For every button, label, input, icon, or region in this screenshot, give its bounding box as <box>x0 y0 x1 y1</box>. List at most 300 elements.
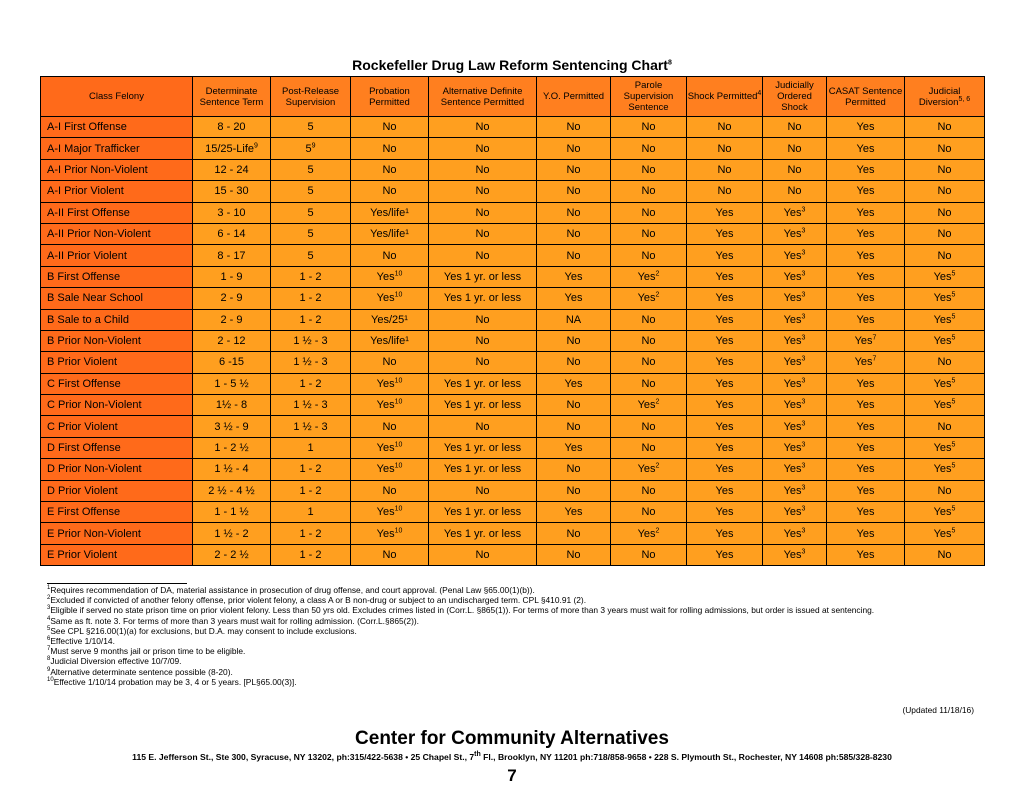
row-label: E Prior Non-Violent <box>41 523 193 544</box>
table-row <box>41 159 985 180</box>
footnote-ref: 3 <box>801 377 806 385</box>
table-cell: 1 - 2 <box>271 288 351 309</box>
footnote-ref: 10 <box>394 377 403 385</box>
table-cell: No <box>611 352 687 373</box>
table-cell: No <box>611 159 687 180</box>
table-cell: No <box>429 480 537 501</box>
table-cell: 1 - 2 <box>271 373 351 394</box>
footnote-ref: 9 <box>254 141 258 149</box>
table-cell: No <box>611 544 687 565</box>
footnote: $^7$Must serve 9 months jail or prison time to be eligible. <box>47 646 246 657</box>
table-cell: Yes <box>687 266 763 287</box>
column-header: Parole Supervision Sentence <box>611 77 687 117</box>
footnote-ref: 10 <box>394 505 403 513</box>
table-cell: Yes <box>537 373 611 394</box>
table-cell: No <box>429 223 537 244</box>
table-cell: 1 ½ - 3 <box>271 330 351 351</box>
table-cell: 3 ½ - 9 <box>193 416 271 437</box>
footnote-ref: 2 <box>655 291 660 299</box>
table-cell: 1 - 2 <box>271 523 351 544</box>
table-cell: No <box>351 159 429 180</box>
table-cell: Yes$^3$ <box>763 309 827 330</box>
row-label: B Prior Violent <box>41 352 193 373</box>
table-cell: Yes$^3$ <box>763 288 827 309</box>
table-cell: Yes$^7$ <box>827 352 905 373</box>
footnote-ref: 3 <box>801 270 806 278</box>
table-cell: Yes 1 yr. or less <box>429 437 537 458</box>
table-cell: No <box>763 138 827 159</box>
table-cell: No <box>537 352 611 373</box>
table-row <box>41 502 985 523</box>
table-cell: No <box>611 330 687 351</box>
table-cell: $5^9$ <box>271 138 351 159</box>
table-cell: Yes <box>827 437 905 458</box>
row-label: A-II First Offense <box>41 202 193 223</box>
table-cell: Yes$^3$ <box>763 330 827 351</box>
footnote-ref: 2 <box>655 526 660 534</box>
table-cell: Yes$^3$ <box>763 223 827 244</box>
footnote-ref: 3 <box>801 334 806 342</box>
table-cell: 6 - 14 <box>193 223 271 244</box>
table-cell: Yes$^3$ <box>763 373 827 394</box>
table-cell: No <box>687 159 763 180</box>
footnote-ref: 3 <box>801 313 806 321</box>
footnote-ref: 9 <box>311 141 316 149</box>
footnote-ref: 10 <box>394 462 403 470</box>
table-cell: Yes$^3$ <box>763 266 827 287</box>
table-cell: 1 - 2 <box>271 480 351 501</box>
table-cell: 1 - 2 <box>271 266 351 287</box>
footnote-ref: 3 <box>801 206 806 214</box>
table-cell: Yes <box>827 138 905 159</box>
table-row <box>41 437 985 458</box>
table-row <box>41 416 985 437</box>
table-cell: 1½ - 8 <box>193 395 271 416</box>
row-label: E First Offense <box>41 502 193 523</box>
table-cell: Yes$^5$ <box>905 395 985 416</box>
table-cell: 12 - 24 <box>193 159 271 180</box>
table-cell: Yes$^5$ <box>905 288 985 309</box>
table-cell: No <box>611 416 687 437</box>
table-cell: 1 - 2 <box>271 544 351 565</box>
table-cell: No <box>905 416 985 437</box>
table-cell: 1 - 2 <box>271 309 351 330</box>
table-row <box>41 202 985 223</box>
table-cell: Yes$^3$ <box>763 245 827 266</box>
column-header: Post-Release Supervision <box>271 77 351 117</box>
table-cell: Yes$^5$ <box>905 502 985 523</box>
table-cell: Yes <box>827 502 905 523</box>
table-cell: No <box>537 159 611 180</box>
column-header: Shock Permitted$^4$ <box>687 77 763 117</box>
row-label: A-II Prior Non-Violent <box>41 223 193 244</box>
table-cell: Yes$^2$ <box>611 288 687 309</box>
table-row <box>41 181 985 202</box>
table-cell: No <box>429 117 537 138</box>
table-cell: Yes$^3$ <box>763 523 827 544</box>
footnote-ref: 5 <box>951 441 956 449</box>
table-cell: No <box>537 181 611 202</box>
table-cell: Yes$^7$ <box>827 330 905 351</box>
table-cell: Yes$^3$ <box>763 202 827 223</box>
table-cell: Yes$^{10}$ <box>351 373 429 394</box>
table-cell: 5 <box>271 181 351 202</box>
table-cell: No <box>351 416 429 437</box>
table-cell: No <box>351 245 429 266</box>
table-cell: No <box>351 138 429 159</box>
table-row <box>41 373 985 394</box>
table-cell: 1 <box>271 437 351 458</box>
table-cell: No <box>905 159 985 180</box>
footnote-ref: 10 <box>394 526 403 534</box>
table-cell: Yes 1 yr. or less <box>429 459 537 480</box>
table-cell: 5 <box>271 159 351 180</box>
table-cell: Yes$^2$ <box>611 266 687 287</box>
table-row <box>41 395 985 416</box>
footnote-ref: 3 <box>801 398 806 406</box>
row-label: D Prior Violent <box>41 480 193 501</box>
table-cell: Yes <box>687 330 763 351</box>
table-cell: Yes <box>827 181 905 202</box>
table-cell: Yes <box>827 288 905 309</box>
table-cell: Yes <box>827 480 905 501</box>
column-header: Alternative Definite Sentence Permitted <box>429 77 537 117</box>
table-cell: No <box>429 138 537 159</box>
table-cell: 1 ½ - 3 <box>271 395 351 416</box>
table-cell: 1 - 2 <box>271 459 351 480</box>
footnote-ref: 5 <box>951 334 956 342</box>
table-cell: 1 <box>271 502 351 523</box>
footnote: $^6$Effective 1/10/14. <box>47 636 115 647</box>
table-cell: No <box>763 181 827 202</box>
table-row <box>41 459 985 480</box>
table-cell: No <box>537 202 611 223</box>
table-cell: No <box>429 202 537 223</box>
table-cell: Yes 1 yr. or less <box>429 288 537 309</box>
table-cell: 1 ½ - 2 <box>193 523 271 544</box>
organization-name: Center for Community Alternatives <box>355 728 669 749</box>
table-cell: Yes <box>827 416 905 437</box>
footnote-ref: 2 <box>655 462 660 470</box>
footnote-ref: 3 <box>801 548 806 556</box>
table-cell: Yes <box>687 202 763 223</box>
table-cell: No <box>429 159 537 180</box>
table-cell: Yes 1 yr. or less <box>429 266 537 287</box>
row-label: C First Offense <box>41 373 193 394</box>
table-cell: Yes$^5$ <box>905 330 985 351</box>
table-cell: Yes/25¹ <box>351 309 429 330</box>
table-cell: Yes$^{10}$ <box>351 459 429 480</box>
table-cell: Yes <box>827 459 905 480</box>
table-cell: No <box>537 245 611 266</box>
footnote: $^1$Requires recommendation of DA, material assistance in prosecution of drug offense, and court approval. (Penal Law §65.00(1)(b)). <box>47 585 535 595</box>
table-cell: 8 - 20 <box>193 117 271 138</box>
row-label: D Prior Non-Violent <box>41 459 193 480</box>
table-cell: 5 <box>271 202 351 223</box>
table-cell: No <box>611 373 687 394</box>
table-cell: No <box>351 544 429 565</box>
table-cell: 8 - 17 <box>193 245 271 266</box>
row-label: E Prior Violent <box>41 544 193 565</box>
page-number: 7 <box>507 766 517 785</box>
table-cell: Yes$^5$ <box>905 523 985 544</box>
table-cell: Yes <box>827 373 905 394</box>
table-cell: Yes$^{10}$ <box>351 437 429 458</box>
table-cell: Yes <box>537 266 611 287</box>
table-cell: Yes$^3$ <box>763 416 827 437</box>
table-cell: No <box>537 117 611 138</box>
chart-title: Rockefeller Drug Law Reform Sentencing Chart$^8$ <box>352 57 672 73</box>
footnote-ref: 3 <box>801 420 806 427</box>
table-cell: Yes <box>537 437 611 458</box>
table-cell: Yes$^{10}$ <box>351 266 429 287</box>
table-cell: No <box>687 117 763 138</box>
footnote: $^9$Alternative determinate sentence possible (8-20). <box>47 666 233 677</box>
row-label: B First Offense <box>41 266 193 287</box>
footnote-ref: 3 <box>801 462 806 470</box>
footnote-ref: 3 <box>801 526 806 534</box>
table-cell: No <box>611 138 687 159</box>
footnote: $^3$Eligible if served no state prison time on prior violent felony. Less than 50 yrs old. Excludes crimes listed in (Corr.L. §865(1)). For terms of more than 3 years must wait for rolling admissions, but order is issued at sentencing. <box>47 605 875 616</box>
table-cell: No <box>351 117 429 138</box>
table-cell: No <box>351 352 429 373</box>
footnotes <box>47 583 987 687</box>
table-cell: No <box>905 245 985 266</box>
table-cell: No <box>537 523 611 544</box>
column-header: CASAT Sentence Permitted <box>827 77 905 117</box>
row-label: A-I Major Trafficker <box>41 138 193 159</box>
table-cell: 5 <box>271 117 351 138</box>
table-cell: No <box>429 352 537 373</box>
footnote-ref: 5 <box>951 291 956 299</box>
table-row <box>41 309 985 330</box>
table-cell: No <box>687 181 763 202</box>
table-cell: Yes <box>537 288 611 309</box>
table-cell: Yes <box>687 459 763 480</box>
footnote-ref: 2 <box>655 398 660 406</box>
row-label: B Sale Near School <box>41 288 193 309</box>
footnote: $^8$Judicial Diversion effective 10/7/09. <box>47 656 182 667</box>
header-row <box>41 77 985 117</box>
table-cell: No <box>763 117 827 138</box>
table-cell: No <box>611 437 687 458</box>
table-cell: Yes$^3$ <box>763 544 827 565</box>
table-cell: 2 - 12 <box>193 330 271 351</box>
table-cell: Yes$^{10}$ <box>351 395 429 416</box>
row-label: A-I First Offense <box>41 117 193 138</box>
footnote-ref: 10 <box>394 441 403 449</box>
table-cell: No <box>611 181 687 202</box>
table-cell: No <box>429 181 537 202</box>
footnote-ref: 7 <box>872 355 877 363</box>
table-row <box>41 480 985 501</box>
organization-address: 115 E. Jefferson St., Ste 300, Syracuse, NY 13202, ph:315/422-5638 • 25 Chapel St., 7th Fl., Brooklyn, NY 11201 ph:718/858-9658 • 228 S. Plymouth St., Rochester, NY 14608 ph:585/328-8230 <box>132 751 892 762</box>
table-cell: No <box>905 223 985 244</box>
table-cell: Yes <box>827 266 905 287</box>
table-cell: Yes 1 yr. or less <box>429 395 537 416</box>
table-cell: 15 - 30 <box>193 181 271 202</box>
footnote-ref: 5 <box>951 398 956 406</box>
footnote-ref: 4 <box>757 89 762 97</box>
row-label: B Sale to a Child <box>41 309 193 330</box>
table-cell: No <box>763 159 827 180</box>
column-header: Determinate Sentence Term <box>193 77 271 117</box>
table-cell: Yes$^5$ <box>905 373 985 394</box>
table-cell: No <box>611 223 687 244</box>
footnote-ref: 3 <box>801 355 806 363</box>
table-cell: Yes$^3$ <box>763 480 827 501</box>
footnote: $^5$See CPL §216.00(1)(a) for exclusions, but D.A. may consent to include exclusions. <box>47 625 357 636</box>
table-cell: 1 ½ - 4 <box>193 459 271 480</box>
row-label: A-II Prior Violent <box>41 245 193 266</box>
table-cell: Yes <box>687 502 763 523</box>
table-cell: No <box>429 416 537 437</box>
footnote-ref: 10 <box>394 270 403 278</box>
table-cell: Yes <box>687 288 763 309</box>
footnote-ref: 3 <box>801 248 806 256</box>
table-cell: No <box>537 459 611 480</box>
table-cell: No <box>351 181 429 202</box>
row-label: A-I Prior Violent <box>41 181 193 202</box>
table-cell: No <box>905 202 985 223</box>
table-cell: No <box>905 480 985 501</box>
table-cell: Yes <box>687 437 763 458</box>
table-cell: Yes$^2$ <box>611 459 687 480</box>
table-cell: 2 - 2 ½ <box>193 544 271 565</box>
table-cell: Yes <box>827 202 905 223</box>
table-row <box>41 288 985 309</box>
footnote-ref: 3 <box>801 505 806 513</box>
table-cell: Yes <box>687 352 763 373</box>
table-cell: Yes <box>687 373 763 394</box>
table-cell: Yes <box>687 395 763 416</box>
table-row <box>41 352 985 373</box>
table-body <box>41 117 985 566</box>
column-header: Class Felony <box>41 77 193 117</box>
footnote-ref: 5 <box>951 313 956 321</box>
table-cell: Yes <box>687 309 763 330</box>
table-cell: Yes$^{10}$ <box>351 288 429 309</box>
footnote: $^4$Same as ft. note 3. For terms of more than 3 years must wait for rolling admission. (Corr.L.§865(2)). <box>47 615 419 626</box>
table-cell: No <box>687 138 763 159</box>
table-cell: Yes$^5$ <box>905 266 985 287</box>
table-cell: Yes <box>687 523 763 544</box>
table-cell: No <box>611 202 687 223</box>
table-cell: Yes <box>827 245 905 266</box>
sentencing-chart-table <box>40 76 985 566</box>
footnote-ref: 5 <box>951 462 956 470</box>
row-label: C Prior Violent <box>41 416 193 437</box>
title-footnote-ref: 8 <box>667 59 672 67</box>
row-label: B Prior Non-Violent <box>41 330 193 351</box>
table-cell: No <box>905 117 985 138</box>
table-cell: No <box>611 480 687 501</box>
table-cell: Yes <box>687 544 763 565</box>
footnote-ref: 3 <box>801 291 806 299</box>
table-cell: 1 ½ - 3 <box>271 352 351 373</box>
table-cell: 2 - 9 <box>193 309 271 330</box>
table-cell: 2 - 9 <box>193 288 271 309</box>
table-cell: Yes$^5$ <box>905 437 985 458</box>
footnote-ref: 5, 6 <box>958 95 971 103</box>
column-header: Judicially Ordered Shock <box>763 77 827 117</box>
table-cell: Yes$^3$ <box>763 437 827 458</box>
table-cell: Yes$^3$ <box>763 459 827 480</box>
updated-date: (Updated 11/18/16) <box>902 705 974 715</box>
table-cell: No <box>537 544 611 565</box>
table-cell: Yes <box>827 544 905 565</box>
table-row <box>41 138 985 159</box>
table-cell: No <box>611 502 687 523</box>
table-cell: Yes <box>827 117 905 138</box>
table-cell: Yes <box>537 502 611 523</box>
table-cell: Yes/life¹ <box>351 202 429 223</box>
table-cell: No <box>537 223 611 244</box>
table-cell: Yes$^3$ <box>763 352 827 373</box>
table-cell: NA <box>537 309 611 330</box>
table-row <box>41 330 985 351</box>
column-header: Probation Permitted <box>351 77 429 117</box>
table-cell: No <box>537 138 611 159</box>
table-cell: Yes$^2$ <box>611 523 687 544</box>
table-cell: No <box>429 544 537 565</box>
footnote: $^{10}$Effective 1/10/14 probation may be 3, 4 or 5 years. [PL§65.00(3)]. <box>47 676 297 687</box>
footnote-ref: 5 <box>951 526 956 534</box>
table-cell: Yes <box>687 416 763 437</box>
table-cell: 1 - 2 ½ <box>193 437 271 458</box>
table-cell: 1 - 1 ½ <box>193 502 271 523</box>
table-cell: No <box>537 416 611 437</box>
table-cell: 1 - 5 ½ <box>193 373 271 394</box>
table-row <box>41 523 985 544</box>
table-cell: 1 ½ - 3 <box>271 416 351 437</box>
table-cell: Yes$^3$ <box>763 502 827 523</box>
column-header: Y.O. Permitted <box>537 77 611 117</box>
row-label: D First Offense <box>41 437 193 458</box>
table-cell: Yes <box>827 309 905 330</box>
footnote-ref: 5 <box>951 270 956 278</box>
footnote-ref: 5 <box>951 505 956 513</box>
table-cell: No <box>429 309 537 330</box>
footnote: $^2$Excluded if convicted of another felony offense, prior violent felony, a class A or B non-drug or subject to an undischarged term. CPL §410.91 (2). <box>47 595 587 606</box>
table-cell: Yes <box>827 523 905 544</box>
footnote-ref: 7 <box>872 334 877 342</box>
footnote-ref: 5 <box>951 377 956 385</box>
footnote-ref: 2 <box>655 270 660 278</box>
table-cell: Yes/life¹ <box>351 330 429 351</box>
table-cell: No <box>611 245 687 266</box>
table-cell: No <box>905 138 985 159</box>
table-cell: Yes <box>687 480 763 501</box>
footnote-ref: 10 <box>394 291 403 299</box>
table-cell: 5 <box>271 245 351 266</box>
table-cell: Yes 1 yr. or less <box>429 502 537 523</box>
table-cell: 15/25-Life$^9$ <box>193 138 271 159</box>
table-cell: Yes$^2$ <box>611 395 687 416</box>
table-cell: 2 ½ - 4 ½ <box>193 480 271 501</box>
table-cell: No <box>905 181 985 202</box>
table-cell: No <box>429 245 537 266</box>
column-header: Judicial Diversion$^{5, 6}$ <box>905 77 985 117</box>
table-cell: No <box>351 480 429 501</box>
table-row <box>41 223 985 244</box>
table-cell: Yes$^{10}$ <box>351 502 429 523</box>
table-cell: Yes 1 yr. or less <box>429 523 537 544</box>
table-cell: 1 - 9 <box>193 266 271 287</box>
table-cell: No <box>537 395 611 416</box>
row-label: C Prior Non-Violent <box>41 395 193 416</box>
table-cell: Yes <box>827 395 905 416</box>
